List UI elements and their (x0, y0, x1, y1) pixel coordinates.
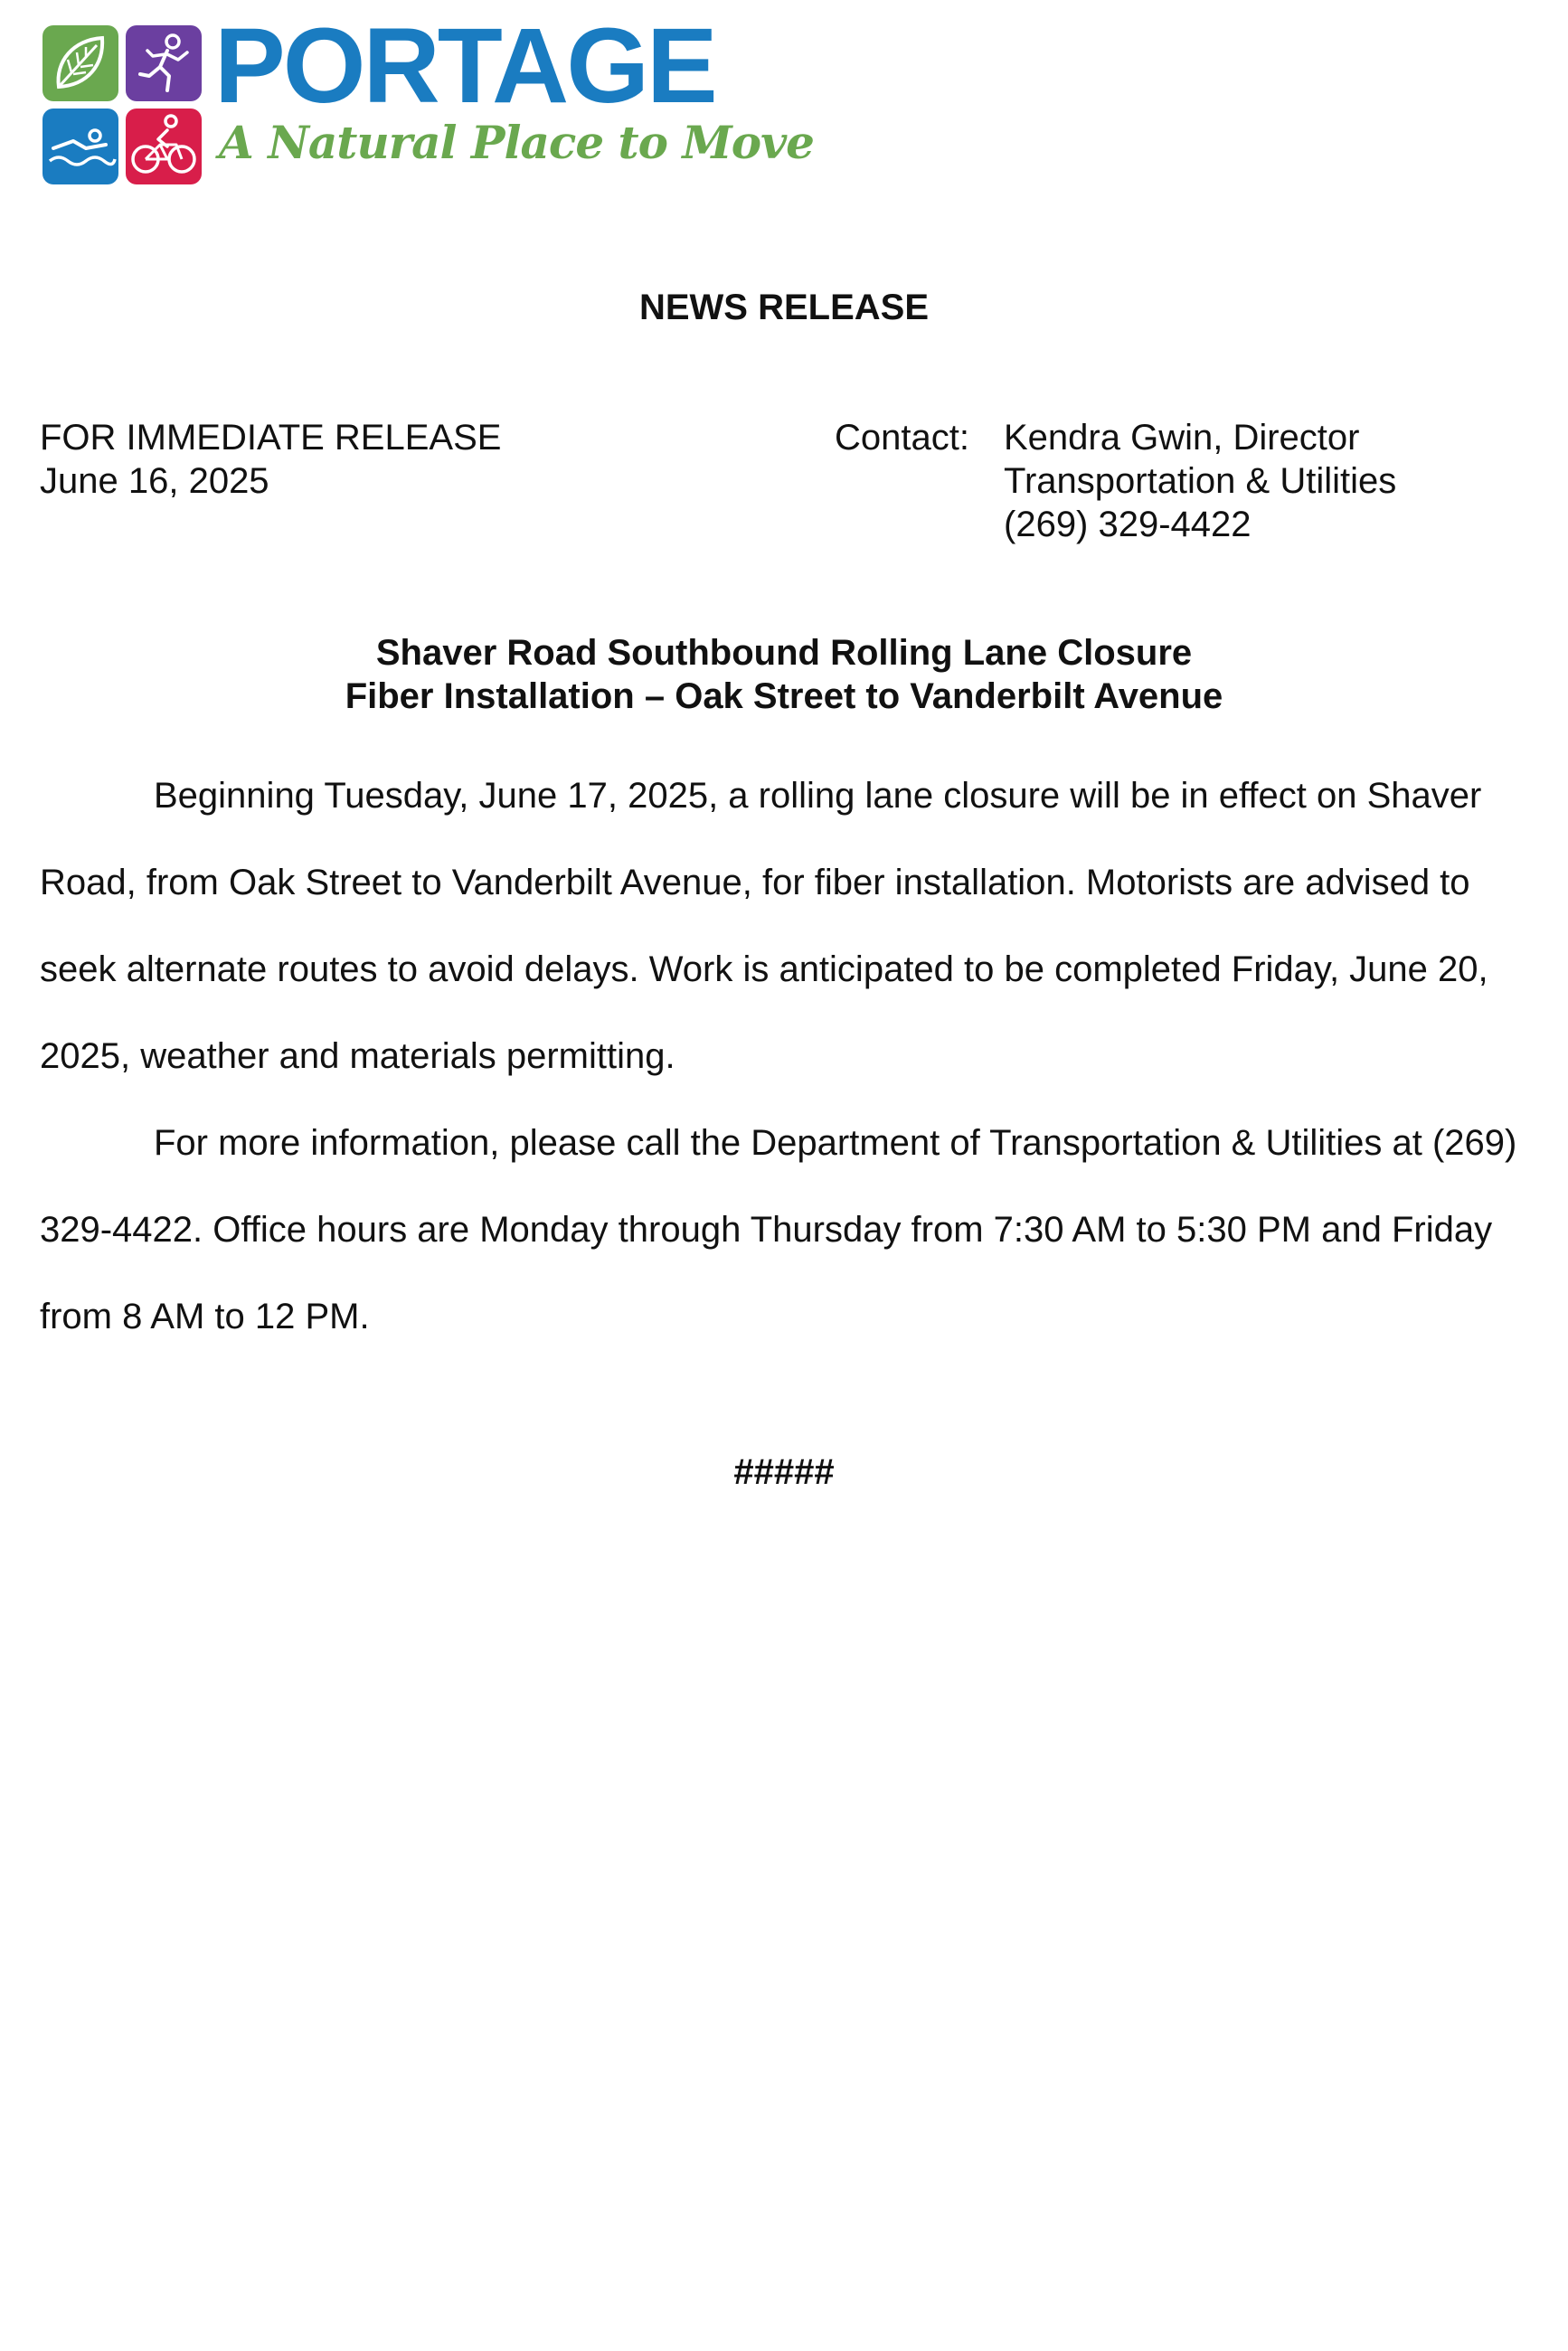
release-date: June 16, 2025 (40, 461, 269, 501)
logo-tagline: A Natural Place to Move (219, 116, 814, 169)
portage-logo (43, 6, 814, 188)
contact-name: Kendra Gwin, Director (1004, 418, 1360, 458)
headline-line-2: Fiber Installation – Oak Street to Vanderbilt Avenue (345, 676, 1223, 716)
contact-info (1004, 416, 1396, 546)
leaf-icon (43, 25, 118, 101)
contact-department: Transportation & Utilities (1004, 461, 1397, 501)
article-headline (0, 631, 1568, 718)
end-of-release-mark: ##### (733, 1452, 835, 1492)
logo-icon-grid (43, 25, 205, 188)
article-body (40, 752, 1523, 1360)
runner-icon (126, 25, 202, 101)
contact-label: Contact: (835, 418, 969, 458)
cyclist-icon (126, 109, 202, 184)
logo-wordmark: PORTAGE (214, 6, 715, 126)
contact-phone: (269) 329-4422 (1004, 505, 1252, 544)
release-info (40, 416, 501, 503)
release-type-title: NEWS RELEASE (638, 288, 930, 327)
release-status: FOR IMMEDIATE RELEASE (40, 418, 502, 458)
swimmer-icon (43, 109, 118, 184)
body-paragraph-1: Beginning Tuesday, June 17, 2025, a rolling lane closure will be in effect on Shaver Road, from Oak Street to Vanderbilt Avenue, for fiber installation. Motorists are advised to seek alternate routes to avoid delays. Work is anticipated to be completed Friday, June 20, 2025, weather and materials permitting. (40, 776, 1488, 1076)
headline-line-1: Shaver Road Southbound Rolling Lane Closure (375, 633, 1193, 673)
body-paragraph-2: For more information, please call the Department of Transportation & Utilities at (269) 329-4422. Office hours are Monday through Thursday from 7:30 AM to 5:30 PM and Friday from 8 AM to 12 PM. (40, 1123, 1517, 1336)
